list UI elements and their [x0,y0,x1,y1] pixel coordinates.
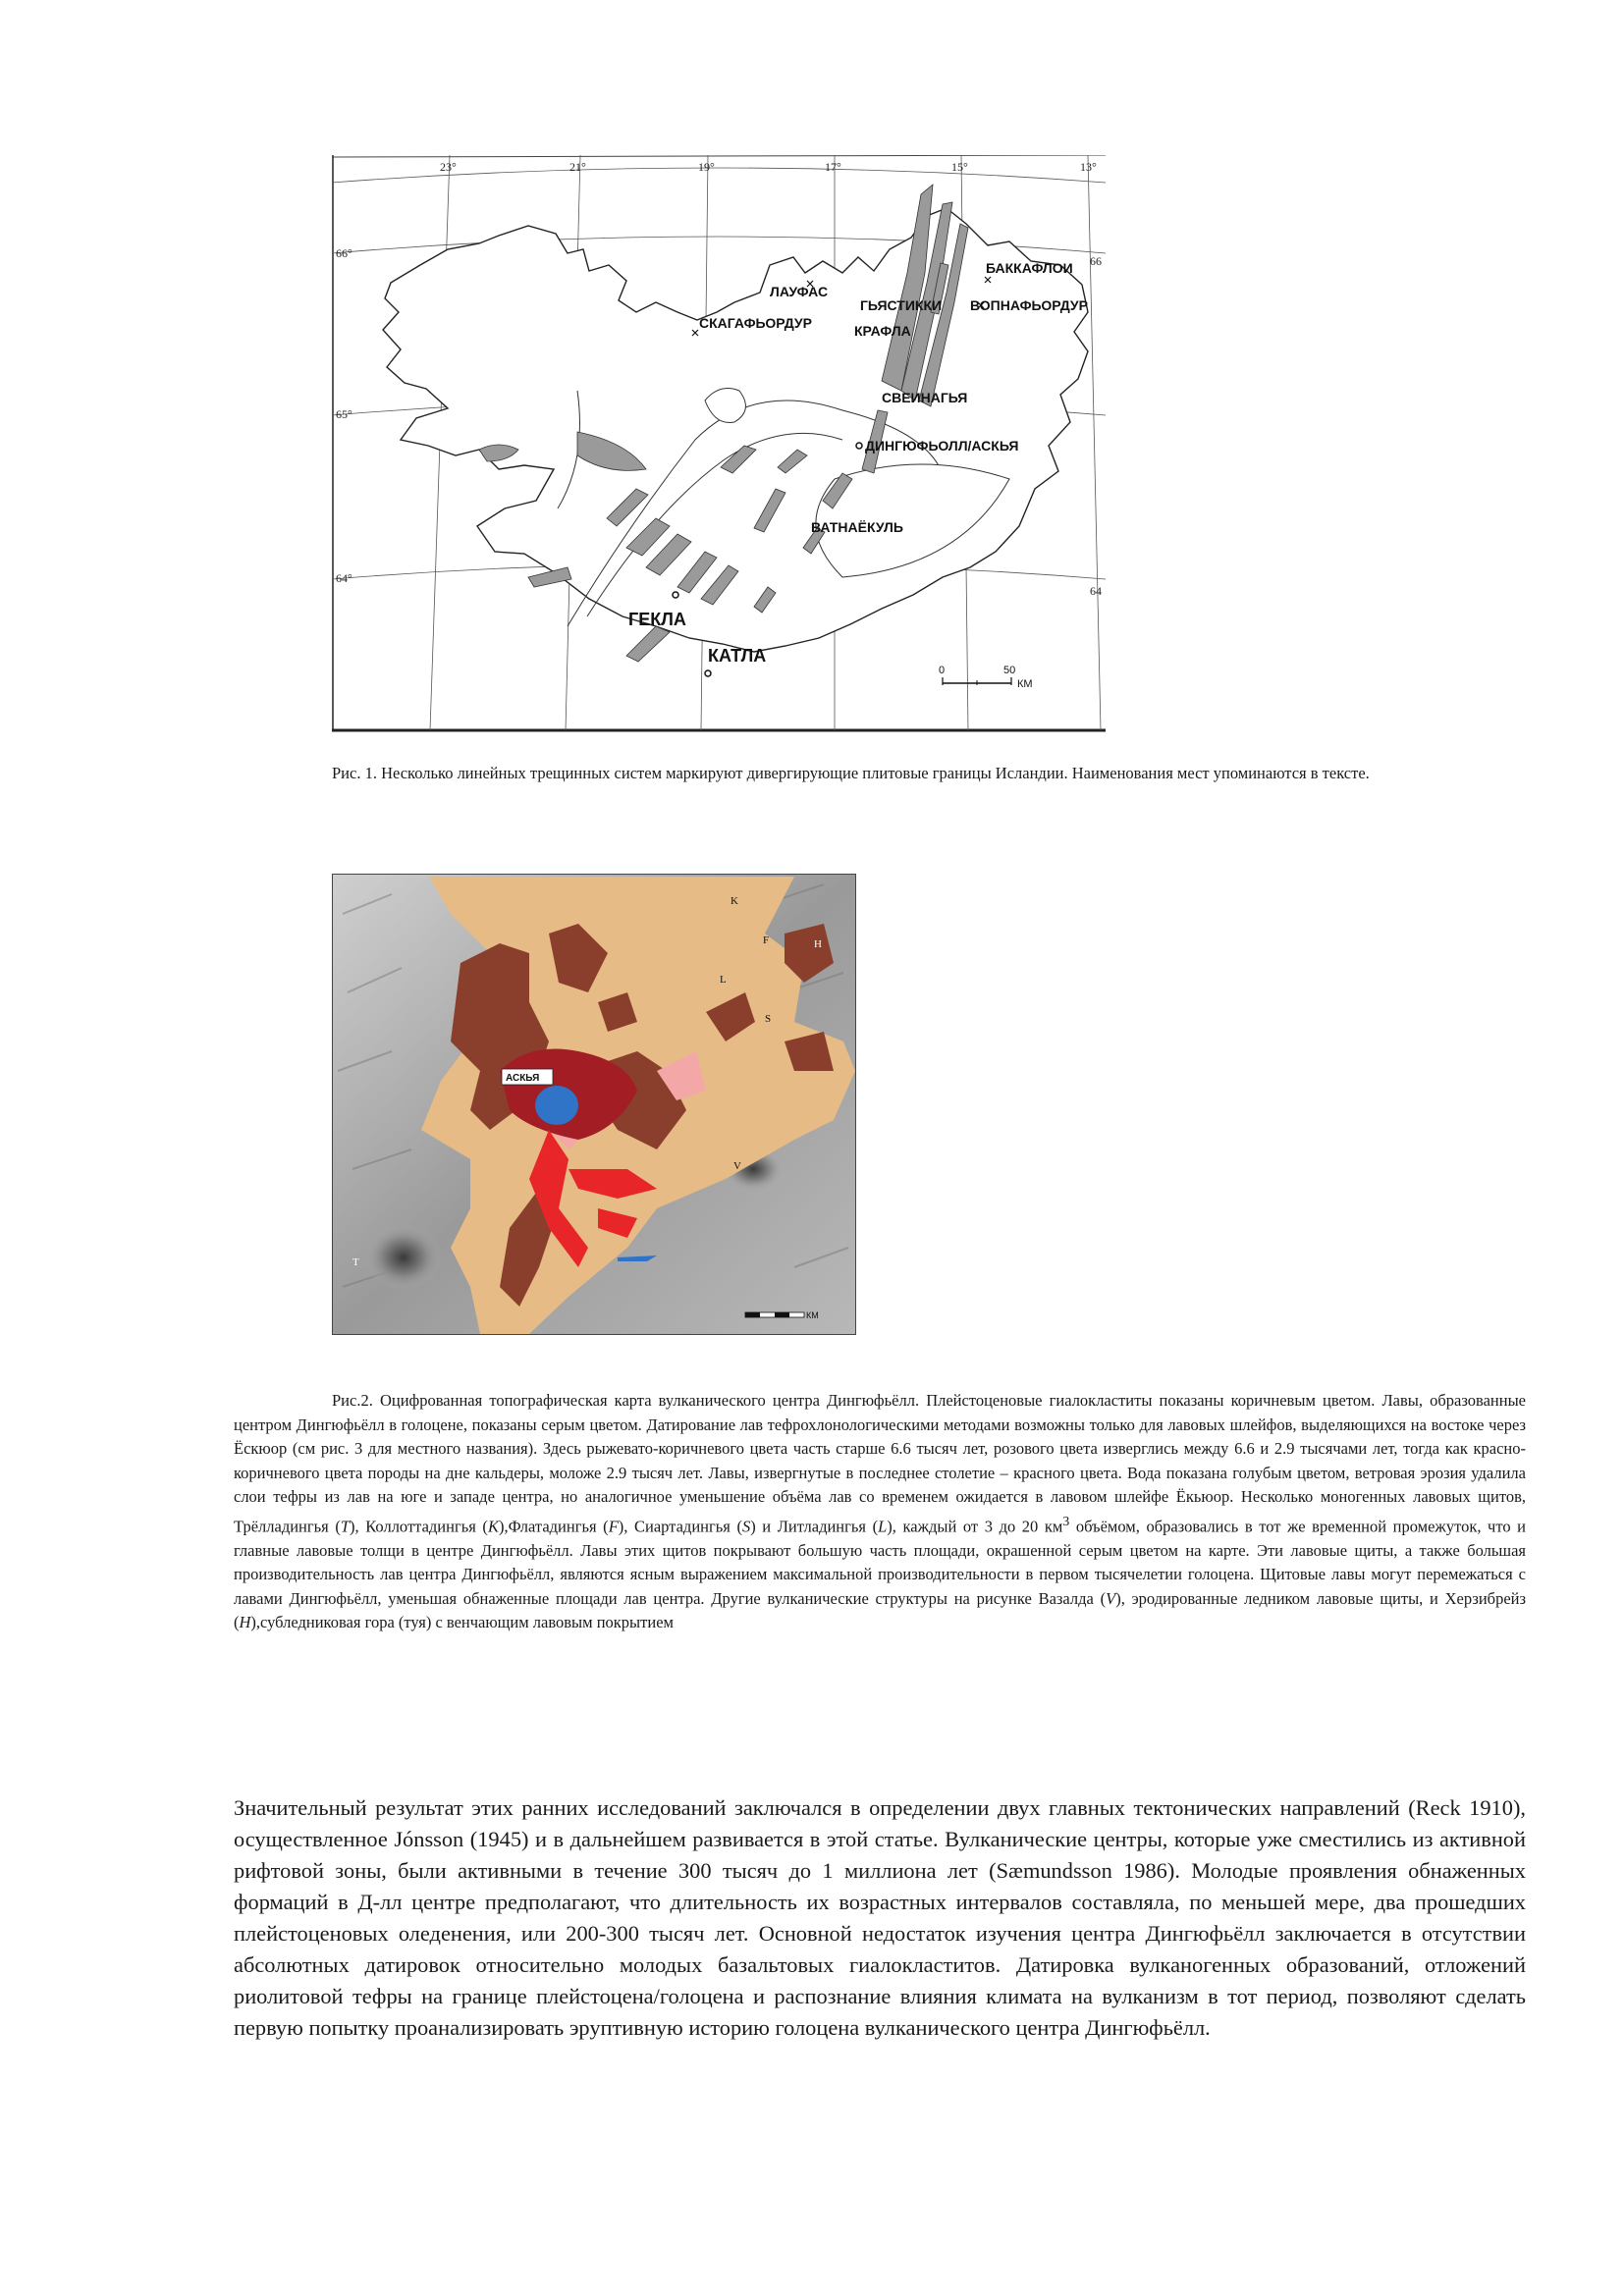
askja-lake [535,1086,578,1125]
label-dyngjufjoll: ДИНГЮФЬОЛЛ/АСКЬЯ [865,438,1019,454]
letter-s: S [765,1013,772,1025]
letter-k: K [731,895,738,907]
lon-label-19: 19° [698,160,715,174]
lon-label-13: 13° [1080,160,1097,174]
lat-label-64-right: 64 [1090,584,1102,598]
label-sveinagja: СВЕИНАГЬЯ [882,390,968,405]
letter-l: L [720,974,727,986]
label-katla: КАТЛА [708,646,767,666]
figure-1-iceland-map [332,155,1106,732]
label-skagafjordur: СКАГАФЬОРДУР [699,315,812,331]
lon-label-23: 23° [440,160,457,174]
lat-label-65: 65° [336,407,352,421]
lat-label-66-right: 66 [1090,254,1102,268]
letter-v: V [733,1160,741,1172]
figure-2-topographic-map [332,874,856,1335]
scale-fifty: 50 [1003,665,1016,676]
label-krafla: КРАФЛА [854,323,911,339]
lat-label-64: 64° [336,571,352,585]
label-hekla: ГЕКЛА [628,610,686,629]
label-bakkafloi: БАККАФЛОИ [986,260,1073,276]
label-laufas: ЛАУФАС [770,284,829,299]
label-gjastikki: ГЬЯСТИККИ [860,297,943,313]
label-vatnajokull: ВАТНАЁКУЛЬ [811,519,903,535]
letter-t: T [352,1256,359,1268]
askja-label: АСКЬЯ [506,1073,540,1084]
scale-zero: 0 [939,665,946,676]
scale-unit: КМ [1017,678,1033,690]
body-paragraph: Значительный результат этих ранних исследований заключался в определении двух главных тектонических направлений (Reck 1910), осуществленное Jónsson (1945) и в дальнейшем развивается в этой статье. Вулканические центры, которые уже сместились из активной рифтовой зоны, были активными в течение 300 тысяч до 1 миллиона лет (Sæmundsson 1986). Молодые проявления обнаженных формаций в Д-лл центре предполагают, что длительность их возрастных интервалов составляла, по меньшей мере, два прошедших плейстоценовых оледенения, или 200-300 тысяч лет. Основной недостаток изучения центра Дингюфьёлл заключается в отсутствии абсолютных датировок относительно молодых базальтовых гиалокластитов. Датировка вулканогенных образований, отложений риолитовой тефры на границе плейстоцена/голоцена и распознание влияния климата на вулканизм в тот период, позволяют сделать первую попытку проанализировать эруптивную историю голоцена вулканического центра Дингюфьёлл. [234,1795,1526,2040]
lat-label-66: 66° [336,246,352,260]
letter-h: H [814,938,822,950]
lon-label-21: 21° [569,160,586,174]
figure-2-caption: Рис.2. Оцифрованная топографическая карта вулканического центра Дингюфьёлл. Плейстоценовые гиалокластиты показаны коричневым цветом. Лавы, образованные центром Дингюфьёлл в голоцене, показаны серым цветом. Датирование лав тефрохлонологическими методами возможны только для лавовых шлейфов, выделяющихся на востоке через Ёскюор (см рис. 3 для местного названия). Здесь рыжевато-коричневого цвета часть старше 6.6 тысяч лет, розового цвета изверглись между 6.6 и 2.9 тысячами лет, тогда как красно-коричневого цвета породы на дне кальдеры, моложе 2.9 тысяч лет. Лавы, извергнутые в последнее столетие – красного цвета. Вода показана голубым цветом, ветровая эрозия удалила слои тефры из лав на юге и западе центра, но аналогичное уменьшение объёма лав со временем ожидается в лавовом шлейфе Ёкьюор. Несколько моногенных лавовых щитов, Трёлладингья (T), Коллоттадингья (K),Флатадингья (F), Сиартадингья (S) и Литладингья (L), каждый от 3 до 20 $км^3$ объёмом, образовались в тот же временной промежуток, что и главные лавовые толщи в центре Дингюфьёлл. Лавы этих щитов покрывают большую часть площади, окрашенной серым цветом на карте. Эти лавовые щиты, а также большая производительность лав центра Дингюфьёлл, являются ясным выражением максимальной производительности в первом тысячелетии голоцена. Щитовые лавы могут перемежаться с лавами Дингюфьёлл, уменьшая обнаженные площади лав центра. Другие вулканические структуры на рисунке Вазалда (V), эродированные ледником лавовые щиты, и Херзибрейз (H),субледниковая гора (туя) с венчающим лавовым покрытием [234,1391,1527,1631]
letter-f: F [763,934,770,946]
lon-label-17: 17° [825,160,841,174]
lon-label-15: 15° [951,160,968,174]
figure-2-scale-unit: КМ [806,1310,819,1320]
label-vopnafjordur: ВОПНАФЬОРДУР [970,297,1088,313]
figure-1-caption: Рис. 1. Несколько линейных трещинных систем маркируют дивергирующие плитовые границы Исландии. Наименования мест упоминаются в тексте. [332,764,1370,782]
